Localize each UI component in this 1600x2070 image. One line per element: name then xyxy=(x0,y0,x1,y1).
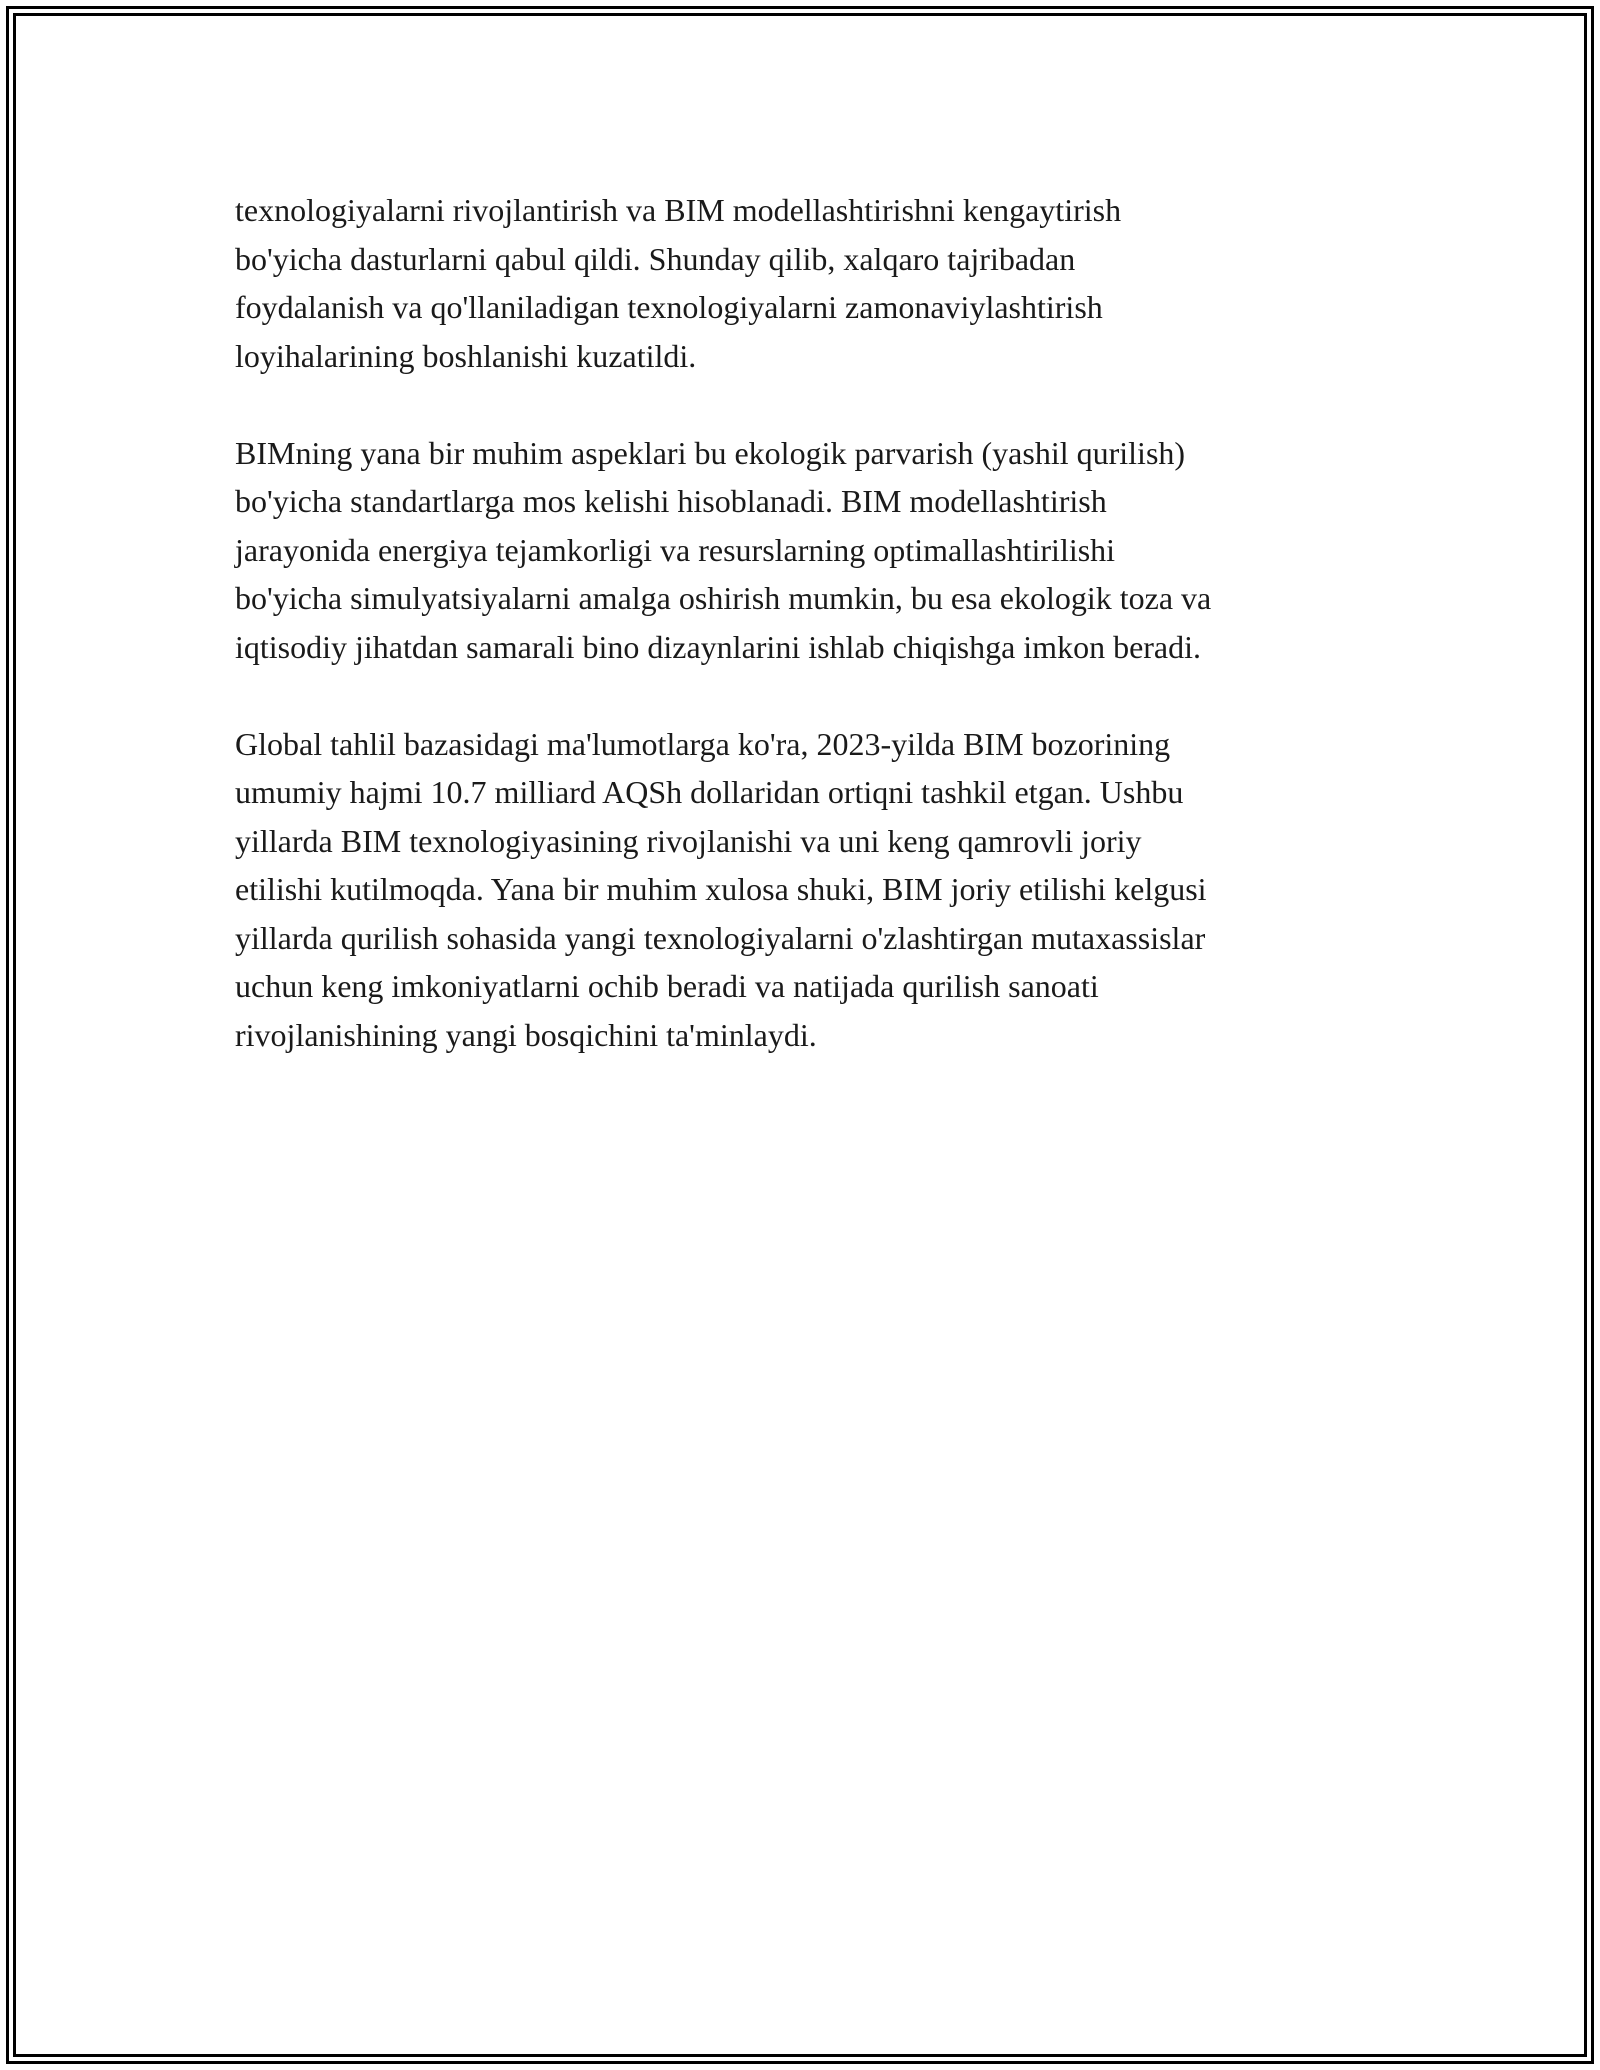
text-line: yillarda BIM texnologiyasining rivojlanishi va uni keng qamrovli joriy xyxy=(235,822,1142,859)
text-line: yillarda qurilish sohasida yangi texnologiyalarni o'zlashtirgan mutaxassislar xyxy=(235,919,1206,956)
text-line: etilishi kutilmoqda. Yana bir muhim xulosa shuki, BIM joriy etilishi kelgusi xyxy=(235,871,1207,907)
paragraph-2 xyxy=(235,429,1365,672)
text-line: foydalanish va qo'llaniladigan texnologiyalarni zamonaviylashtirish xyxy=(235,289,1103,325)
text-line: Global tahlil bazasidagi ma'lumotlarga ko'ra, 2023-yilda BIM bozorining xyxy=(235,725,1171,762)
paragraph-1 xyxy=(235,186,1365,380)
text-line: iqtisodiy jihatdan samarali bino dizaynlarini ishlab chiqishga imkon beradi. xyxy=(235,628,1202,665)
text-line: uchun keng imkoniyatlarni ochib beradi va natijada qurilish sanoati xyxy=(235,968,1099,1004)
text-line: bo'yicha standartlarga mos kelishi hisoblanadi. BIM modellashtirish xyxy=(235,483,1107,519)
text-line: BIMning yana bir muhim aspeklari bu ekologik parvarish (yashil qurilish) xyxy=(235,434,1186,471)
text-line: jarayonida energiya tejamkorligi va resurslarning optimallashtirilishi xyxy=(235,531,1116,568)
text-line: bo'yicha simulyatsiyalarni amalga oshirish mumkin, bu esa ekologik toza va xyxy=(235,580,1212,616)
text-line: texnologiyalarni rivojlantirish va BIM modellashtirishni kengaytirish xyxy=(235,192,1122,228)
document-body xyxy=(235,186,1365,1108)
text-line: rivojlanishining yangi bosqichini ta'minlaydi. xyxy=(235,1016,817,1053)
text-line: bo'yicha dasturlarni qabul qildi. Shunday qilib, xalqaro tajribadan xyxy=(235,240,1076,277)
paragraph-3 xyxy=(235,720,1365,1060)
text-line: umumiy hajmi 10.7 milliard AQSh dollaridan ortiqni tashkil etgan. Ushbu xyxy=(235,774,1184,810)
text-line: loyihalarining boshlanishi kuzatildi. xyxy=(235,337,697,374)
